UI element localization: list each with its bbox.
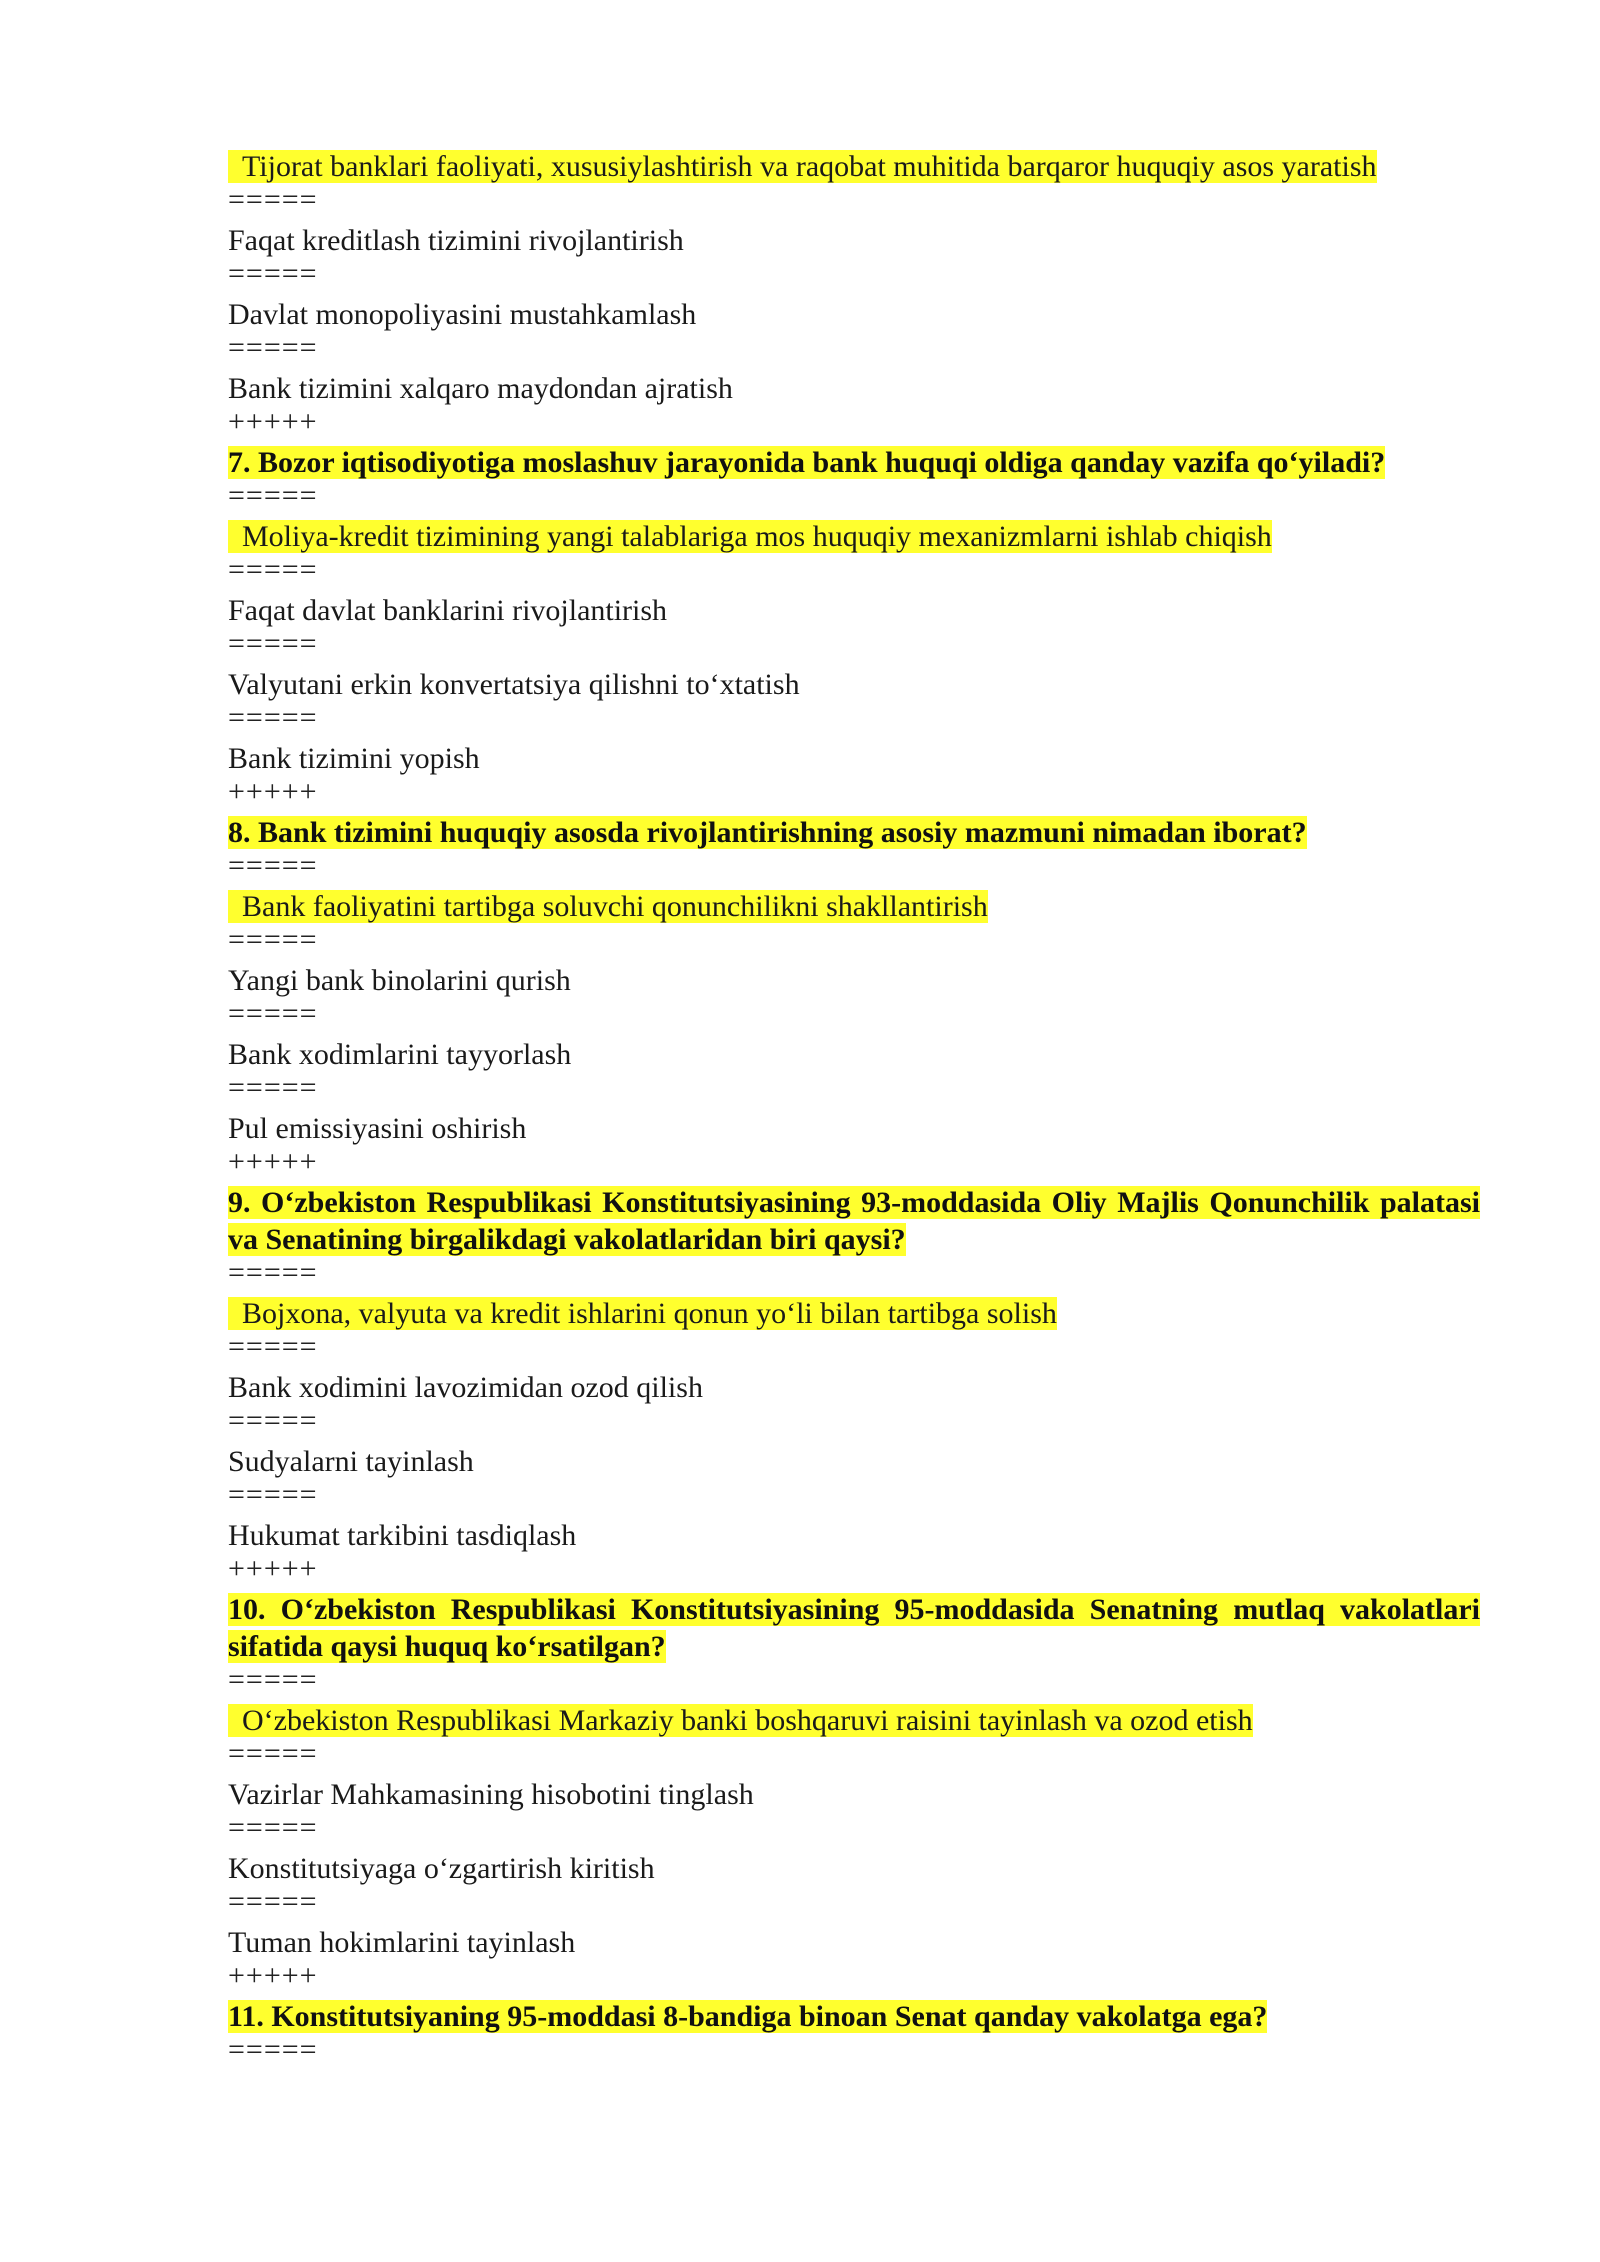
separator-text: ===== (228, 479, 318, 512)
separator-line (228, 1147, 1480, 1184)
separator-line (228, 1813, 1480, 1850)
separator-line (228, 777, 1480, 814)
separator-line (228, 1961, 1480, 1998)
separator-text: ===== (228, 1478, 318, 1511)
answer-option-label: Hukumat tarkibini tasdiqlash (228, 1519, 577, 1552)
separator-text: ===== (228, 183, 318, 216)
question-label: 11. Konstitutsiyaning 95-moddasi 8-bandiga binoan Senat qanday vakolatga ega? (228, 2000, 1268, 2033)
separator-line (228, 333, 1480, 370)
separator-line (228, 1887, 1480, 1924)
document-page (228, 148, 1480, 2072)
separator-line (228, 259, 1480, 296)
correct-answer-label: Tijorat banklari faoliyati, xususiylashtirish va raqobat muhitida barqaror huquqiy asos yaratish (228, 150, 1377, 183)
separator-text: ===== (228, 1663, 318, 1696)
question-text (228, 1184, 1480, 1258)
answer-option (228, 1036, 1480, 1073)
answer-option-label: Valyutani erkin konvertatsiya qilishni to‘xtatish (228, 668, 800, 701)
separator-text: ===== (228, 701, 318, 734)
separator-text: ===== (228, 2033, 318, 2066)
separator-line (228, 555, 1480, 592)
separator-line (228, 1480, 1480, 1517)
separator-line (228, 1406, 1480, 1443)
separator-text: ===== (228, 1071, 318, 1104)
separator-text: ===== (228, 257, 318, 290)
separator-line (228, 1073, 1480, 1110)
answer-option (228, 592, 1480, 629)
question-text (228, 444, 1480, 481)
separator-line (228, 407, 1480, 444)
separator-line (228, 925, 1480, 962)
correct-answer (228, 1702, 1480, 1739)
answer-option-label: Vazirlar Mahkamasining hisobotini tinglash (228, 1778, 754, 1811)
answer-option-label: Bank tizimini yopish (228, 742, 480, 775)
separator-line (228, 999, 1480, 1036)
separator-text: ===== (228, 1737, 318, 1770)
separator-text: +++++ (228, 775, 318, 808)
question-label: 10. O‘zbekiston Respublikasi Konstitutsiyasining 95-moddasida Senatning mutlaq vakolatlari sifatida qaysi huquq ko‘rsatilgan? (228, 1593, 1480, 1663)
answer-option (228, 222, 1480, 259)
separator-text: ===== (228, 1885, 318, 1918)
separator-line (228, 185, 1480, 222)
separator-text: ===== (228, 997, 318, 1030)
answer-option (228, 1850, 1480, 1887)
correct-answer-label: Bojxona, valyuta va kredit ishlarini qonun yo‘li bilan tartibga solish (228, 1297, 1057, 1330)
correct-answer (228, 518, 1480, 555)
separator-line (228, 703, 1480, 740)
question-text (228, 1998, 1480, 2035)
question-text (228, 1591, 1480, 1665)
answer-option (228, 296, 1480, 333)
answer-option-label: Konstitutsiyaga o‘zgartirish kiritish (228, 1852, 655, 1885)
question-label: 7. Bozor iqtisodiyotiga moslashuv jarayonida bank huquqi oldiga qanday vazifa qo‘yiladi? (228, 446, 1386, 479)
separator-line (228, 1739, 1480, 1776)
correct-answer-label: Bank faoliyatini tartibga soluvchi qonunchilikni shakllantirish (228, 890, 988, 923)
separator-text: ===== (228, 1256, 318, 1289)
question-text (228, 814, 1480, 851)
correct-answer-label: Moliya-kredit tizimining yangi talablariga mos huquqiy mexanizmlarni ishlab chiqish (228, 520, 1272, 553)
separator-text: ===== (228, 923, 318, 956)
answer-option-label: Davlat monopoliyasini mustahkamlash (228, 298, 697, 331)
separator-line (228, 2035, 1480, 2072)
answer-option-label: Bank xodimini lavozimidan ozod qilish (228, 1371, 703, 1404)
separator-text: +++++ (228, 1959, 318, 1992)
answer-option-label: Pul emissiyasini oshirish (228, 1112, 527, 1145)
correct-answer (228, 888, 1480, 925)
separator-line (228, 1665, 1480, 1702)
correct-answer-label: O‘zbekiston Respublikasi Markaziy banki boshqaruvi raisini tayinlash va ozod etish (228, 1704, 1253, 1737)
separator-line (228, 1554, 1480, 1591)
separator-text: ===== (228, 627, 318, 660)
correct-answer (228, 148, 1480, 185)
separator-text: +++++ (228, 405, 318, 438)
separator-line (228, 1258, 1480, 1295)
separator-line (228, 1332, 1480, 1369)
answer-option-label: Faqat davlat banklarini rivojlantirish (228, 594, 668, 627)
separator-text: ===== (228, 1404, 318, 1437)
answer-option (228, 1776, 1480, 1813)
answer-option (228, 1443, 1480, 1480)
answer-option (228, 666, 1480, 703)
separator-text: +++++ (228, 1552, 318, 1585)
answer-option (228, 962, 1480, 999)
answer-option-label: Sudyalarni tayinlash (228, 1445, 474, 1478)
separator-line (228, 481, 1480, 518)
separator-text: ===== (228, 849, 318, 882)
correct-answer (228, 1295, 1480, 1332)
separator-line (228, 629, 1480, 666)
separator-text: ===== (228, 1330, 318, 1363)
answer-option (228, 370, 1480, 407)
answer-option-label: Bank xodimlarini tayyorlash (228, 1038, 572, 1071)
answer-option (228, 1110, 1480, 1147)
answer-option (228, 1924, 1480, 1961)
question-label: 9. O‘zbekiston Respublikasi Konstitutsiyasining 93-moddasida Oliy Majlis Qonunchilik palatasi va Senatining birgalikdagi vakolatlaridan biri qaysi? (228, 1186, 1480, 1256)
separator-text: ===== (228, 331, 318, 364)
answer-option-label: Yangi bank binolarini qurish (228, 964, 571, 997)
answer-option-label: Tuman hokimlarini tayinlash (228, 1926, 576, 1959)
answer-option-label: Faqat kreditlash tizimini rivojlantirish (228, 224, 684, 257)
separator-text: ===== (228, 1811, 318, 1844)
question-label: 8. Bank tizimini huquqiy asosda rivojlantirishning asosiy mazmuni nimadan iborat? (228, 816, 1307, 849)
answer-option (228, 740, 1480, 777)
answer-option (228, 1517, 1480, 1554)
separator-line (228, 851, 1480, 888)
separator-text: ===== (228, 553, 318, 586)
answer-option (228, 1369, 1480, 1406)
separator-text: +++++ (228, 1145, 318, 1178)
answer-option-label: Bank tizimini xalqaro maydondan ajratish (228, 372, 733, 405)
